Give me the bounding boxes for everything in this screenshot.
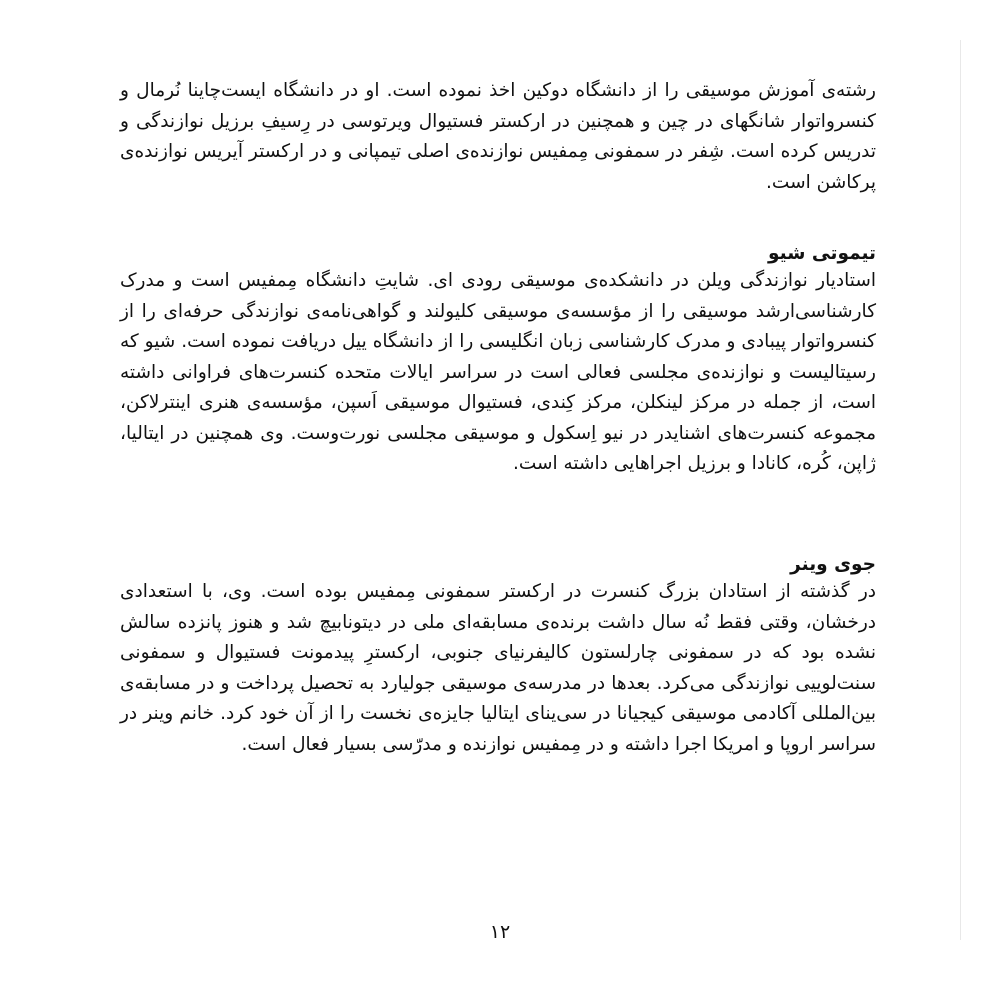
page-number: ۱۲ [489, 921, 511, 943]
page-binding-edge [960, 40, 961, 940]
biography-paragraph-weiner: در گذشته از استادان بزرگ کنسرت در ارکستر سمفونی مِمفیس بوده است. وی، با استعدادی درخشان، وقتی فقط نُه سال داشت برنده‌ی مسابقه‌ای ملی در دیتونابیچ شد و هنوز پانزده سالش نشده بود که در سمفونی چارلستون کالیفرنیای جنوبی، ارکسترِ پیدمونت فستیوال و سمفونی سنت‌لوییی نوازندگی می‌کرد. بعدها در مدرسه‌ی موسیقی جولیارد به تحصیل پرداخت و در مسابقه‌ی بین‌المللی آکادمی موسیقی کیجیانا در سی‌ینای ایتالیا جایزه‌ی نخست را از آن خود کرد. خانم وینر در سراسر اروپا و امریکا اجرا داشته و در مِمفیس نوازنده و مدرّسی بسیار فعال است. [120, 581, 876, 755]
heading-joy-weiner: جوی وینر [790, 554, 876, 575]
biography-paragraph-shiu: استادیار نوازندگی ویلن در دانشکده‌ی موسیقی رودی ای. شایتِ دانشگاه مِمفیس است و مدرک کارشناسی‌ارشد موسیقی را از مؤسسه‌ی موسیقی کلیولند و گواهی‌نامه‌ی نوازندگی حرفه‌ای را از کنسرواتوار پیبادی و مدرک کارشناسی زبان انگلیسی را از دانشگاه ییل دریافت نموده است. شیو که رسیتالیست و نوازنده‌ی مجلسی فعالی است در سراسر ایالات متحده کنسرت‌های فراوانی داشته است، از جمله در مرکز لینکلن، مرکز کِندی، فستیوال موسیقی اَسپن، مؤسسه‌ی هنری اینترلاکن، مجموعه کنسرت‌های اشنایدر در نیو اِسکول و موسیقی مجلسی نورت‌وست. وی همچنین در ایتالیا، ژاپن، کُره، کانادا و برزیل اجراهایی داشته است. [120, 270, 876, 474]
heading-timothy-shiu: تیموتی شیو [768, 243, 876, 264]
biography-paragraph-shefer: رشته‌ی آموزش موسیقی را از دانشگاه دوکین اخذ نموده است. او در دانشگاه ایست‌چاینا نُرمال و کنسرواتوار شانگهای در چین و همچنین در ارکستر فستیوال ویرتوسی در رِسیفِ برزیل نوازندگی و تدریس کرده است. شِفر در سمفونی مِمفیس نوازنده‌ی اصلی تیمپانی و در ارکستر آیریس نوازنده‌ی پرکاشن است. [120, 80, 876, 193]
